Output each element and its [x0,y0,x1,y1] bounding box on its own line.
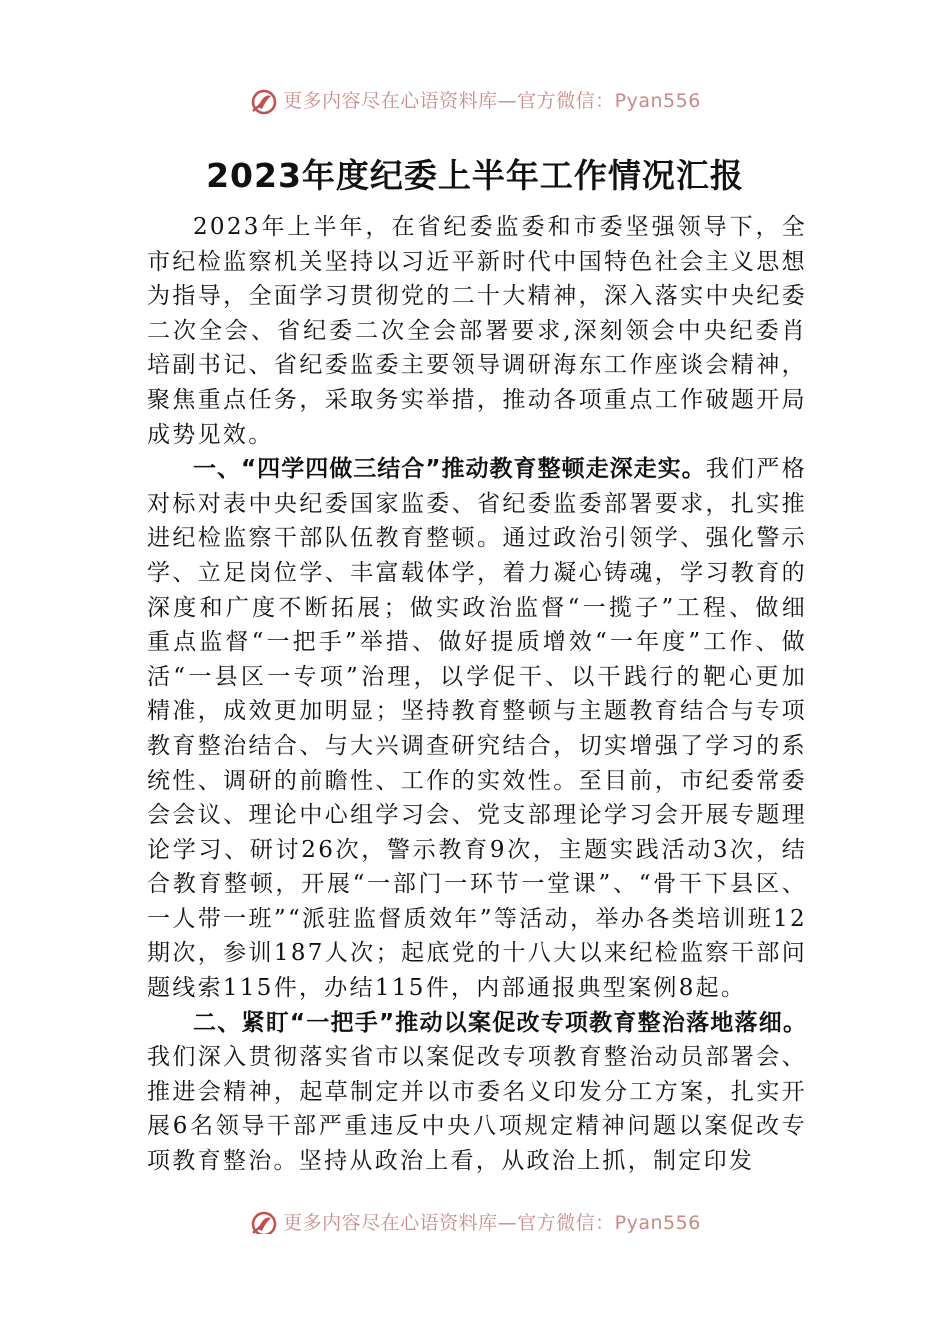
paragraph [147,452,807,1006]
paragraph [147,210,807,452]
watermark-text: 更多内容尽在心语资料库—官方微信：Pyan556 [283,1212,701,1234]
document-body [147,210,807,1179]
watermark-footer [0,1208,950,1234]
paragraph-text: 2023年上半年，在省纪委监委和市委坚强领导下，全市纪检监察机关坚持以习近平新时代中国特色社会主义思想为指导，全面学习贯彻党的二十大精神，深入落实中央纪委二次全会、省纪委二次全会部署要求,深刻领会中央纪委肖培副书记、省纪委监委主要领导调研海东工作座谈会精神，聚焦重点任务，采取务实举措，推动各项重点工作破题开局成势见效。 [147,214,807,448]
watermark-text: 更多内容尽在心语资料库—官方微信：Pyan556 [283,90,701,112]
paragraph-heading: 一、“四学四做三结合”推动教育整顿走深走实。 [193,456,706,483]
paragraph-text: 我们深入贯彻落实省市以案促改专项教育整治动员部署会、推进会精神，起草制定并以市委名义印发分工方案，扎实开展6名领导干部严重违反中央八项规定精神问题以案促改专项教育整治。坚持从政治上看，从政治上抓，制定印发 [147,1044,807,1175]
brand-logo-icon [249,1209,279,1235]
brand-logo-icon [249,87,279,117]
paragraph-text: 我们严格对标对表中央纪委国家监委、省纪委监委部署要求，扎实推进纪检监察干部队伍教育整顿。通过政治引领学、强化警示学、立足岗位学、丰富载体学，着力凝心铸魂，学习教育的深度和广度不断拓展；做实政治监督“一揽子”工程、做细重点监督“一把手”举措、做好提质增效“一年度”工作、做活“一县区一专项”治理，以学促干、以干践行的靶心更加精准，成效更加明显；坚持教育整顿与主题教育结合与专项教育整治结合、与大兴调查研究结合，切实增强了学习的系统性、调研的前瞻性、工作的实效性。至目前，市纪委常委会会议、理论中心组学习会、党支部理论学习会开展专题理论学习、研讨26次，警示教育9次，主题实践活动3次，结合教育整顿，开展“一部门一环节一堂课”、“骨干下县区、一人带一班”“派驻监督质效年”等活动，举办各类培训班12期次，参训187人次；起底党的十八大以来纪检监察干部问题线索115件，办结115件，内部通报典型案例8起。 [147,456,808,1002]
watermark-header [0,86,950,117]
page-bottom-mask [0,1215,950,1344]
paragraph [147,1006,807,1179]
document-title: 2023年度纪委上半年工作情况汇报 [206,156,744,195]
paragraph-heading: 二、紧盯“一把手”推动以案促改专项教育整治落地落细。 [193,1009,807,1036]
